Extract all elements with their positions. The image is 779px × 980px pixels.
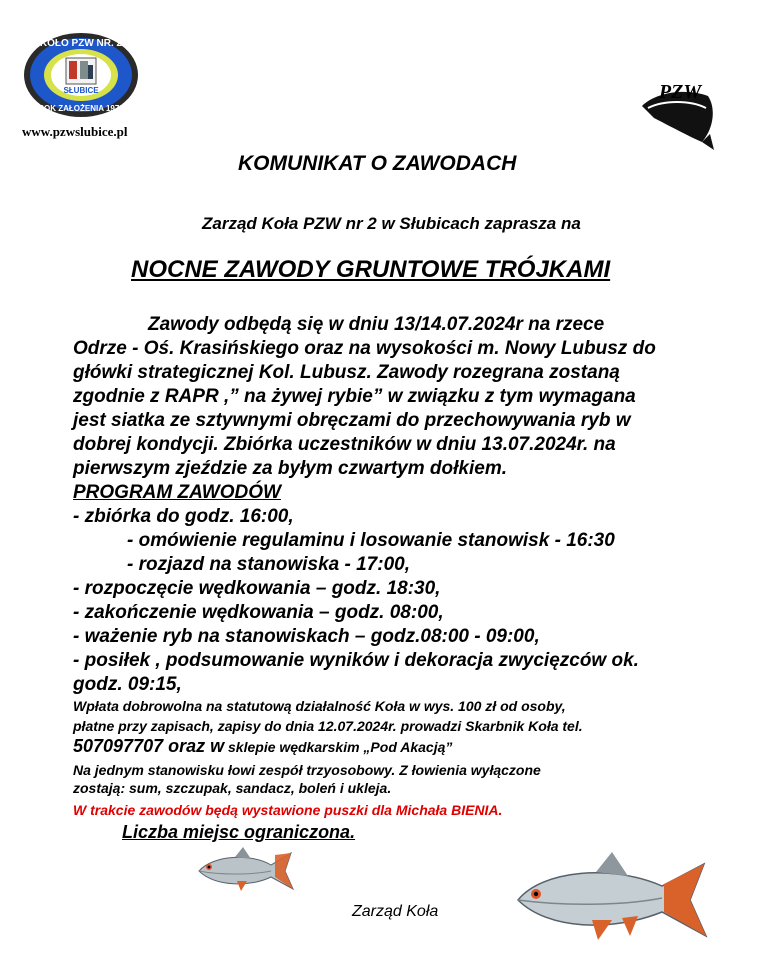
fee-line: Wpłata dobrowolna na statutową działalność Koła w wys. 100 zł od osoby,	[73, 698, 566, 714]
pzw-logo-text: PZW	[658, 81, 702, 103]
invitation-line: Zarząd Koła PZW nr 2 w Słubicach zaprasza na	[202, 214, 581, 233]
fish-illustration	[195, 845, 295, 895]
fish-logo-icon	[636, 68, 720, 152]
program-title: PROGRAM ZAWODÓW	[73, 482, 281, 503]
program-item: - zakończenie wędkowania – godz. 08:00,	[73, 602, 444, 623]
body-line: dobrej kondycji. Zbiórka uczestników w dniu 13.07.2024r. na	[73, 434, 616, 455]
logo-center: SŁUBICE	[63, 86, 99, 95]
pzw-logo	[636, 68, 720, 152]
shop-name: sklepie wędkarskim „Pod Akacją”	[228, 739, 453, 755]
body-line: główki strategicznej Kol. Lubusz. Zawody rozegrana zostaną	[73, 362, 620, 383]
event-title: NOCNE ZAWODY GRUNTOWE TRÓJKAMI	[131, 256, 611, 283]
program-item: - rozjazd na stanowiska - 17:00,	[127, 554, 410, 575]
fish-illustration	[512, 850, 712, 942]
signature: Zarząd Koła	[352, 903, 439, 920]
fee-line: płatne przy zapisach, zapisy do dnia 12.07.2024r. prowadzi Skarbnik Koła tel.	[73, 718, 583, 734]
program-item: godz. 09:15,	[73, 674, 182, 695]
program-item: - ważenie ryb na stanowiskach – godz.08:00 - 09:00,	[73, 626, 540, 647]
contact-line	[73, 736, 452, 757]
program-item: - omówienie regulaminu i losowanie stanowisk - 16:30	[127, 530, 615, 551]
announcement-heading: KOMUNIKAT O ZAWODACH	[238, 152, 517, 175]
limited-places: Liczba miejsc ograniczona.	[122, 822, 356, 842]
body-line: jest siatka ze sztywnymi obręczami do przechowywania ryb w	[73, 410, 631, 431]
body-line: zgodnie z RAPR ,” na żywej rybie” w związku z tym wymagana	[73, 386, 636, 407]
program-item: - zbiórka do godz. 16:00,	[73, 506, 294, 527]
club-logo	[22, 32, 140, 118]
team-rule: Na jednym stanowisku łowi zespół trzyosobowy. Z łowienia wyłączone	[73, 762, 541, 778]
body-line: Zawody odbędą się w dniu 13/14.07.2024r na rzece	[148, 314, 605, 335]
website-link[interactable]: www.pzwslubice.pl	[22, 124, 128, 139]
charity-note: W trakcie zawodów będą wystawione puszki dla Michała BIENIA.	[73, 802, 503, 818]
body-line: pierwszym zjeździe za byłym czwartym dołkiem.	[73, 458, 507, 479]
program-item: - posiłek , podsumowanie wyników i dekoracja zwycięzców ok.	[73, 650, 639, 671]
body-line: Odrze - Oś. Krasińskiego oraz na wysokości m. Nowy Lubusz do	[73, 338, 656, 359]
logo-ring-top: KOŁO PZW NR. 2	[39, 38, 123, 49]
team-rule: zostają: sum, szczupak, sandacz, boleń i ukleja.	[73, 780, 392, 796]
program-item: - rozpoczęcie wędkowania – godz. 18:30,	[73, 578, 441, 599]
phone-number: 507097707 oraz w	[73, 736, 225, 756]
logo-ring-bottom: ROK ZAŁOŻENIA 1978	[38, 104, 124, 113]
